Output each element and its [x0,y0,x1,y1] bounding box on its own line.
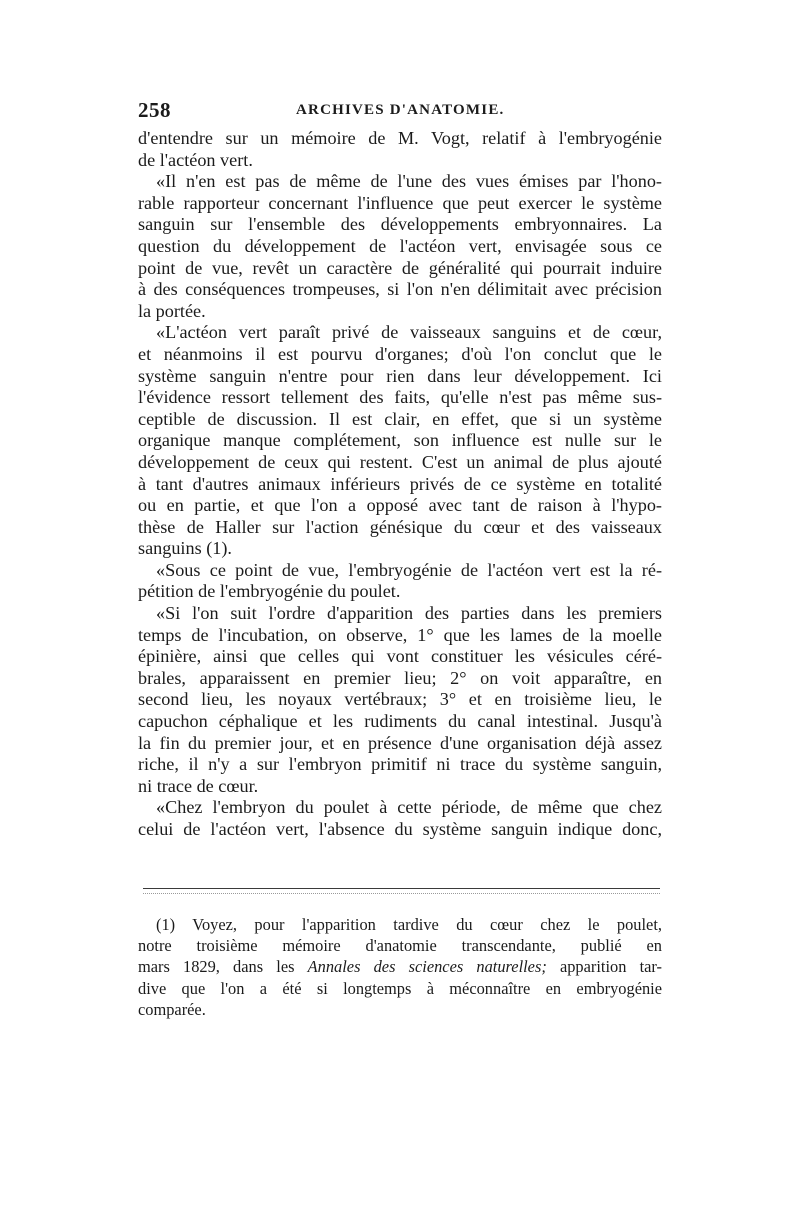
footnote-text: mars 1829, dans les [138,957,308,977]
body-line: sanguins (1). [138,538,232,559]
footnote-line: dive que l'on a été si longtemps à méconnaître en embryogénie [138,978,662,998]
footnote-separator-shadow [143,893,660,894]
footnote-line [138,956,662,977]
body-line: à des conséquences trompeuses, si l'on n'en délimitait avec précision [138,279,662,300]
body-line: la fin du premier jour, et en présence d'une organisation déjà assez [138,732,662,753]
body-line: ceptible de discussion. Il est clair, en effet, que si un système [138,408,662,429]
page-header [138,98,662,124]
body-line: «Il n'en est pas de même de l'une des vues émises par l'hono- [156,171,662,192]
body-line: «Chez l'embryon du poulet à cette période, de même que chez [156,797,662,818]
body-line: brales, apparaissent en premier lieu; 2° on voit apparaître, en [138,667,662,688]
footnote [138,914,662,1020]
body-line: pétition de l'embryogénie du poulet. [138,581,401,602]
body-line: «Si l'on suit l'ordre d'apparition des parties dans les premiers [156,603,662,624]
body-line: et néanmoins il est pourvu d'organes; d'où l'on conclut que le [138,343,662,364]
page-number: 258 [138,98,171,122]
body-line: rable rapporteur concernant l'influence que peut exercer le système [138,192,662,213]
body-line: développement de ceux qui restent. C'est un animal de plus ajouté [138,451,662,472]
footnote-line: notre troisième mémoire d'anatomie transcendante, publié en [138,936,662,956]
body-line: temps de l'incubation, on observe, 1° que les lames de la moelle [138,624,662,645]
footnote-text: apparition tar- [546,957,662,977]
body-line: d'entendre sur un mémoire de M. Vogt, relatif à l'embryogénie [138,128,662,148]
body-line: la portée. [138,300,206,321]
body-line: riche, il n'y a sur l'embryon primitif ni trace du système sanguin, [138,754,662,775]
footnote-line: (1) Voyez, pour l'apparition tardive du cœur chez le poulet, [156,915,662,934]
body-line: à tant d'autres animaux inférieurs privés de ce système en totalité [138,473,662,494]
body-line: de l'actéon vert. [138,149,253,170]
body-line: point de vue, revêt un caractère de généralité qui pourrait induire [138,257,662,278]
body-line: l'évidence ressort tellement des faits, qu'elle n'est pas même sus- [138,387,662,408]
running-title: ARCHIVES D'ANATOMIE. [296,102,505,118]
footnote-line: comparée. [138,999,206,1019]
body-line: ou en partie, et que l'on a opposé avec tant de raison à l'hypo- [138,495,662,516]
body-line: sanguin sur l'ensemble des développements embryonnaires. La [138,214,662,235]
body-line: capuchon céphalique et les rudiments du canal intestinal. Jusqu'à [138,711,662,732]
body-line: second lieu, les noyaux vertébraux; 3° et en troisième lieu, le [138,689,662,710]
body-line: celui de l'actéon vert, l'absence du système sanguin indique donc, [138,819,662,839]
body-line: système sanguin n'entre pour rien dans leur développement. Ici [138,365,662,386]
body-line: thèse de Haller sur l'action génésique du cœur et des vaisseaux [138,516,662,537]
footnote-separator [143,888,660,889]
body-text [138,128,662,868]
body-line: question du développement de l'actéon vert, envisagée sous ce [138,235,662,256]
body-line: ni trace de cœur. [138,775,259,796]
body-line: «L'actéon vert paraît privé de vaisseaux sanguins et de cœur, [156,322,662,343]
body-line: «Sous ce point de vue, l'embryogénie de l'actéon vert est la ré- [156,559,662,580]
body-line: organique manque complétement, son influence est nulle sur le [138,430,662,451]
journal-title: Annales des sciences naturelles; [307,957,547,977]
body-line: épinière, ainsi que celles qui vont constituer les vésicules céré- [138,646,662,667]
